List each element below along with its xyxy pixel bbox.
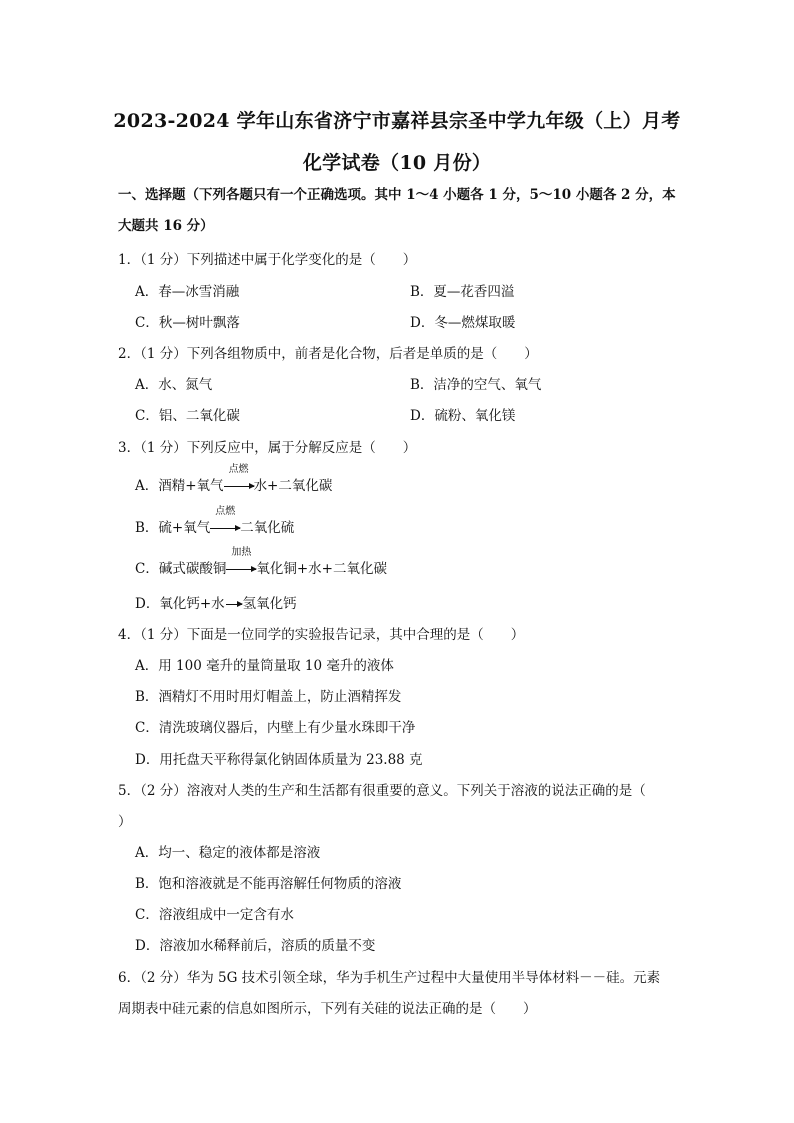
question-6-stem-continued: 周期表中硅元素的信息如图所示，下列有关硅的说法正确的是（ ） [118,1001,537,1017]
question-3-option-a [135,464,333,494]
question-1-stem: 1．（1 分）下列描述中属于化学变化的是（ ） [118,252,417,268]
question-5-stem-continued: ） [118,814,132,830]
question-3-stem: 3．（1 分）下列反应中，属于分解反应是（ ） [118,440,417,456]
option-c-reactants: C．碱式碳酸铜 [135,561,227,577]
reaction-arrow [226,547,256,577]
option-d-reactants: D．氧化钙+水 [135,596,225,612]
arrow-icon [224,486,254,487]
question-2-option-d: D．硫粉、氧化镁 [410,408,516,424]
option-a-products: 水+二氧化碳 [253,478,333,494]
exam-title-line1: 2023-2024 学年山东省济宁市嘉祥县宗圣中学九年级（上）月考 [113,110,681,132]
question-3-option-c [135,547,387,577]
arrow-icon [210,528,240,529]
question-4-option-c: C．清洗玻璃仪器后，内壁上有少量水珠即干净 [135,720,416,736]
arrow-icon [226,569,256,570]
option-a-reactants: A．酒精+氧气 [135,478,224,494]
section-heading [118,180,678,242]
question-1-option-d: D．冬—燃煤取暖 [410,315,516,331]
question-3-option-d [135,592,297,612]
question-5-option-d: D．溶液加水稀释前后，溶质的质量不变 [135,938,376,954]
section-heading-line2: 大题共 16 分） [118,218,214,234]
reaction-arrow [210,506,240,536]
reaction-condition: 点燃 [228,464,249,475]
question-2-option-c: C．铝、二氧化碳 [135,408,240,424]
question-4-stem: 4．（1 分）下面是一位同学的实验报告记录，其中合理的是（ ） [118,627,525,643]
question-5-stem: 5．（2 分）溶液对人类的生产和生活都有很重要的意义。下列关于溶液的说法正确的是（ [118,783,646,799]
question-6-stem: 6．（2 分）华为 5G 技术引领全球，华为手机生产过程中大量使用半导体材料－－硅。元素 [118,970,661,986]
question-2-stem: 2．（1 分）下列各组物质中，前者是化合物，后者是单质的是（ ） [118,346,538,362]
option-d-products: 氢氧化钙 [242,596,297,612]
reaction-condition: 加热 [231,547,252,558]
question-1-option-a: A．春—冰雪消融 [135,284,240,300]
option-c-products: 氧化铜+水+二氧化碳 [256,561,387,577]
question-4-option-b: B．酒精灯不用时用灯帽盖上，防止酒精挥发 [135,689,402,705]
question-3-option-b [135,506,295,536]
question-2-option-a: A．水、氮气 [135,377,213,393]
option-b-reactants: B．硫+氧气 [135,520,211,536]
question-1-option-c: C．秋—树叶飘落 [135,315,240,331]
reaction-condition: 点燃 [215,506,236,517]
question-5-option-a: A．均一、稳定的液体都是溶液 [135,845,321,861]
arrow-icon [226,604,242,605]
question-4-option-d: D．用托盘天平称得氯化钠固体质量为 23.88 克 [135,752,423,768]
reaction-arrow [224,464,254,494]
question-5-option-c: C．溶液组成中一定含有水 [135,907,294,923]
question-5-option-b: B．饱和溶液就是不能再溶解任何物质的溶液 [135,876,402,892]
question-1-option-b: B．夏—花香四溢 [410,284,515,300]
question-2-option-b: B．洁净的空气、氧气 [410,377,542,393]
exam-title-line2: 化学试卷（10 月份） [302,152,492,174]
question-4-option-a: A．用 100 毫升的量筒量取 10 毫升的液体 [135,658,394,674]
option-b-products: 二氧化硫 [240,520,295,536]
section-heading-line1: 一、选择题（下列各题只有一个正确选项。其中 1～4 小题各 1 分，5～10 小题各 2 分，本 [118,187,676,203]
